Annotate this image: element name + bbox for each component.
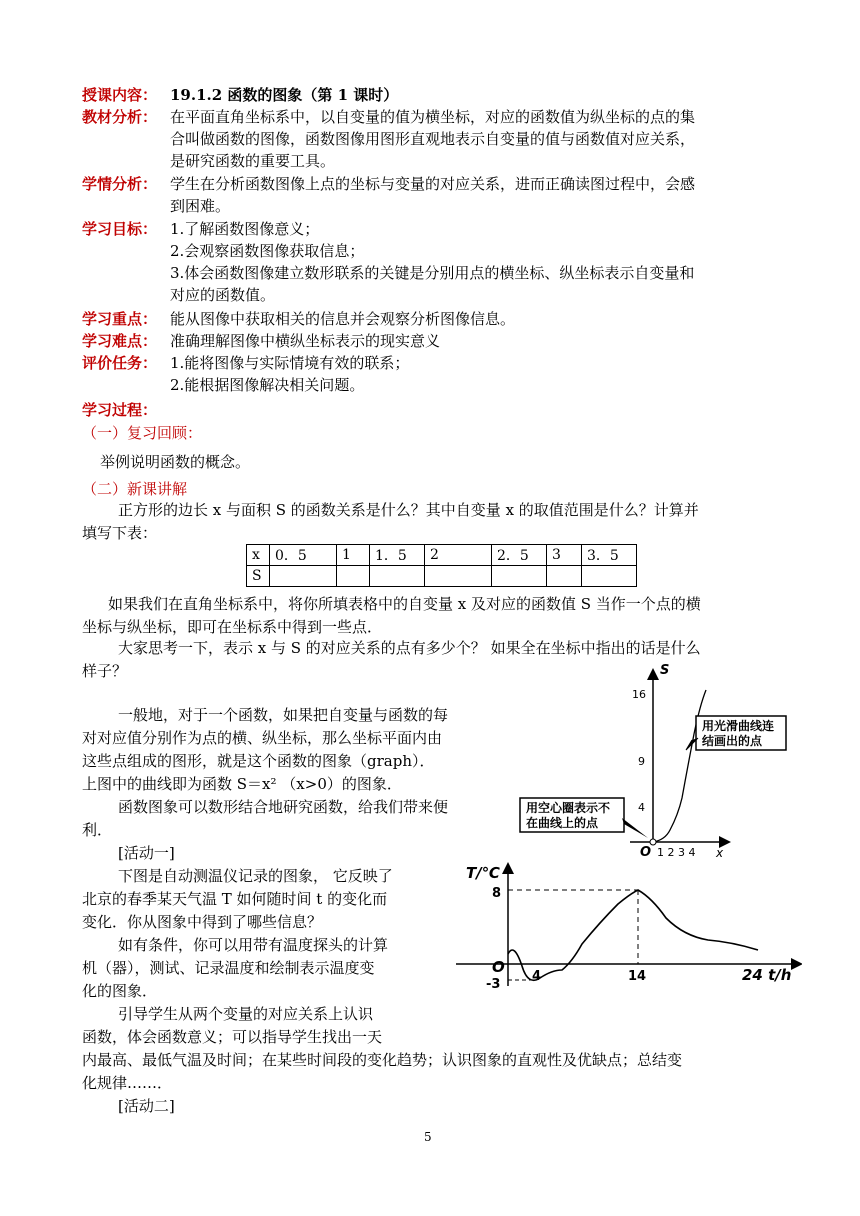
goals-label: 学习目标： [82,220,158,238]
analysis-label: 教材分析： [82,108,158,126]
difficulty-row [82,330,782,352]
temperature-figure [452,858,802,993]
lecture-paragraph-2 [82,593,782,639]
text-line: 机（器），测试、记录温度和绘制表示温度变 [82,959,375,977]
activity-one-text-2 [82,934,452,1003]
eval-row [82,352,782,396]
text-line: 函数图象可以数形结合地研究函数，给我们带来便 [118,798,449,816]
goal-item: 对应的函数值。 [170,286,276,304]
lecture-paragraph-5 [82,796,512,842]
process-label: 学习过程： [82,401,158,419]
text-line: 下图是自动测温仪记录的图象， 它反映了 [118,867,393,885]
x-tick-label: 4 [532,969,542,984]
page-number: 5 [424,1130,432,1144]
students-row [82,173,782,217]
temperature-curve [508,890,758,980]
goal-item: 2.会观察函数图像获取信息； [170,242,365,260]
text-line: 如果我们在直角坐标系中，将你所填表格中的自变量 x 及对应的函数值 S 当作一个点的横 [108,595,701,613]
process-row [82,399,782,421]
x-axis-label: x [716,846,724,860]
activity-one-text-3 [82,1003,782,1095]
activity-one-text [82,865,452,934]
lecture-heading: （二）新课讲解 [82,480,188,498]
text-line: 这些点组成的图形，就是这个函数的图象（graph）． [82,752,435,770]
y-tick-label: 9 [638,755,645,768]
goal-item: 3.体会函数图像建立数形联系的关键是分别用点的横坐标、纵坐标表示自变量和 [170,264,695,282]
square-function-figure [510,660,790,870]
hollow-point [650,839,656,845]
callout-bottom-line: 在曲线上的点 [526,816,599,830]
text-line: 内最高、最低气温及时间；在某些时间段的变化趋势；认识图象的直观性及优缺点；总结变 [82,1051,683,1069]
text-line: 上图中的曲线即为函数 S＝x² （x>0）的图象． [82,775,402,793]
table-cell: 3 [547,545,582,566]
text-line: 对对应值分别作为点的横、纵坐标，那么坐标平面内由 [82,729,443,747]
students-line: 学生在分析函数图像上点的坐标与变量的对应关系，进而正确读图过程中，会感 [170,175,696,193]
y-tick-label: 16 [632,688,646,701]
review-heading: （一）复习回顾： [82,424,203,442]
activity-two-heading: [活动二] [118,1097,175,1115]
text-line: 填写下表： [82,524,158,542]
y-axis-label: T/℃ [466,864,500,882]
difficulty-label: 学习难点： [82,332,158,350]
x-tick-label: 14 [628,969,647,984]
table-row [247,545,637,566]
lecture-paragraph-1 [82,499,782,545]
eval-label: 评价任务： [82,354,158,372]
content-value: 19.1.2 函数的图象（第 1 课时） [170,86,399,104]
goals-text [170,218,775,306]
table-cell [492,566,547,587]
table-cell [270,566,337,587]
table-cell [337,566,370,587]
analysis-row [82,106,782,172]
y-tick-label: -3 [486,977,501,992]
difficulty-value: 准确理解图像中横纵坐标表示的现实意义 [170,332,441,350]
students-line: 到困难。 [170,197,231,215]
y-axis-label: S [660,663,670,678]
table-cell: S [247,566,270,587]
analysis-line: 在平面直角坐标系中，以自变量的值为横坐标，对应的函数值为纵坐标的点的集 [170,108,696,126]
fill-in-table [246,544,637,587]
x-tick-labels: 1 2 3 4 [657,846,696,859]
content-label: 授课内容： [82,86,158,104]
text-line: 化的图象． [82,982,158,1000]
callout-pointer [622,818,648,838]
text-line: 样子？ [82,662,128,680]
x-axis-label: 24 t/h [742,966,792,984]
analysis-line: 合叫做函数的图像，函数图像用图形直观地表示自变量的值与函数值对应关系， [170,130,696,148]
callout-bottom-line: 用空心圈表示不 [526,801,611,815]
callout-top-line: 用光滑曲线连 [702,719,775,733]
table-cell: x [247,545,270,566]
table-cell: 1 [337,545,370,566]
y-tick-label: 8 [492,886,502,901]
content-row [82,84,782,106]
callout-top-line: 结画出的点 [702,734,763,748]
lecture-paragraph-4 [82,704,512,796]
eval-item: 2.能根据图像解决相关问题。 [170,376,365,394]
text-line: 引导学生从两个变量的对应关系上认识 [118,1005,374,1023]
text-line: 变化．你从图象中得到了哪些信息？ [82,913,323,931]
text-line: 利． [82,821,113,839]
table-cell: 0．5 [270,545,337,566]
table-cell [425,566,492,587]
review-text: 举例说明函数的概念。 [100,453,251,471]
y-tick-label: 4 [638,801,645,814]
table-row [247,566,637,587]
table-cell: 1．5 [370,545,425,566]
origin-label: O [492,958,505,976]
eval-item: 1.能将图像与实际情境有效的联系； [170,354,410,372]
eval-text [170,352,775,396]
origin-label: O [640,845,652,860]
students-text [170,173,775,217]
table-cell: 2 [425,545,492,566]
table-cell: 3．5 [582,545,637,566]
goals-row [82,218,782,306]
text-line: 坐标与纵坐标，即可在坐标系中得到一些点． [82,618,383,636]
analysis-text [170,106,775,172]
text-line: 大家思考一下，表示 x 与 S 的对应关系的点有多少个？ 如果全在坐标中指出的话是什么 [118,639,701,657]
text-line: 化规律……． [82,1074,173,1092]
table-cell: 2．5 [492,545,547,566]
text-line: 如有条件，你可以用带有温度探头的计算 [118,936,389,954]
key-value: 能从图像中获取相关的信息并会观察分析图像信息。 [170,310,516,328]
text-line: 一般地，对于一个函数，如果把自变量与函数的每 [118,706,449,724]
key-label: 学习重点： [82,310,158,328]
students-label: 学情分析： [82,175,158,193]
text-line: 北京的春季某天气温 T 如何随时间 t 的变化而 [82,890,388,908]
goal-item: 1.了解函数图像意义； [170,220,320,238]
text-line: 正方形的边长 x 与面积 S 的函数关系是什么？其中自变量 x 的取值范围是什么？计算并 [118,501,699,519]
text-line: 函数，体会函数意义；可以指导学生找出一天 [82,1028,383,1046]
activity-one-heading: [活动一] [118,844,175,862]
analysis-line: 是研究函数的重要工具。 [170,152,336,170]
square-curve [653,690,706,842]
key-row [82,308,782,330]
table-cell [370,566,425,587]
table-cell [582,566,637,587]
table-cell [547,566,582,587]
